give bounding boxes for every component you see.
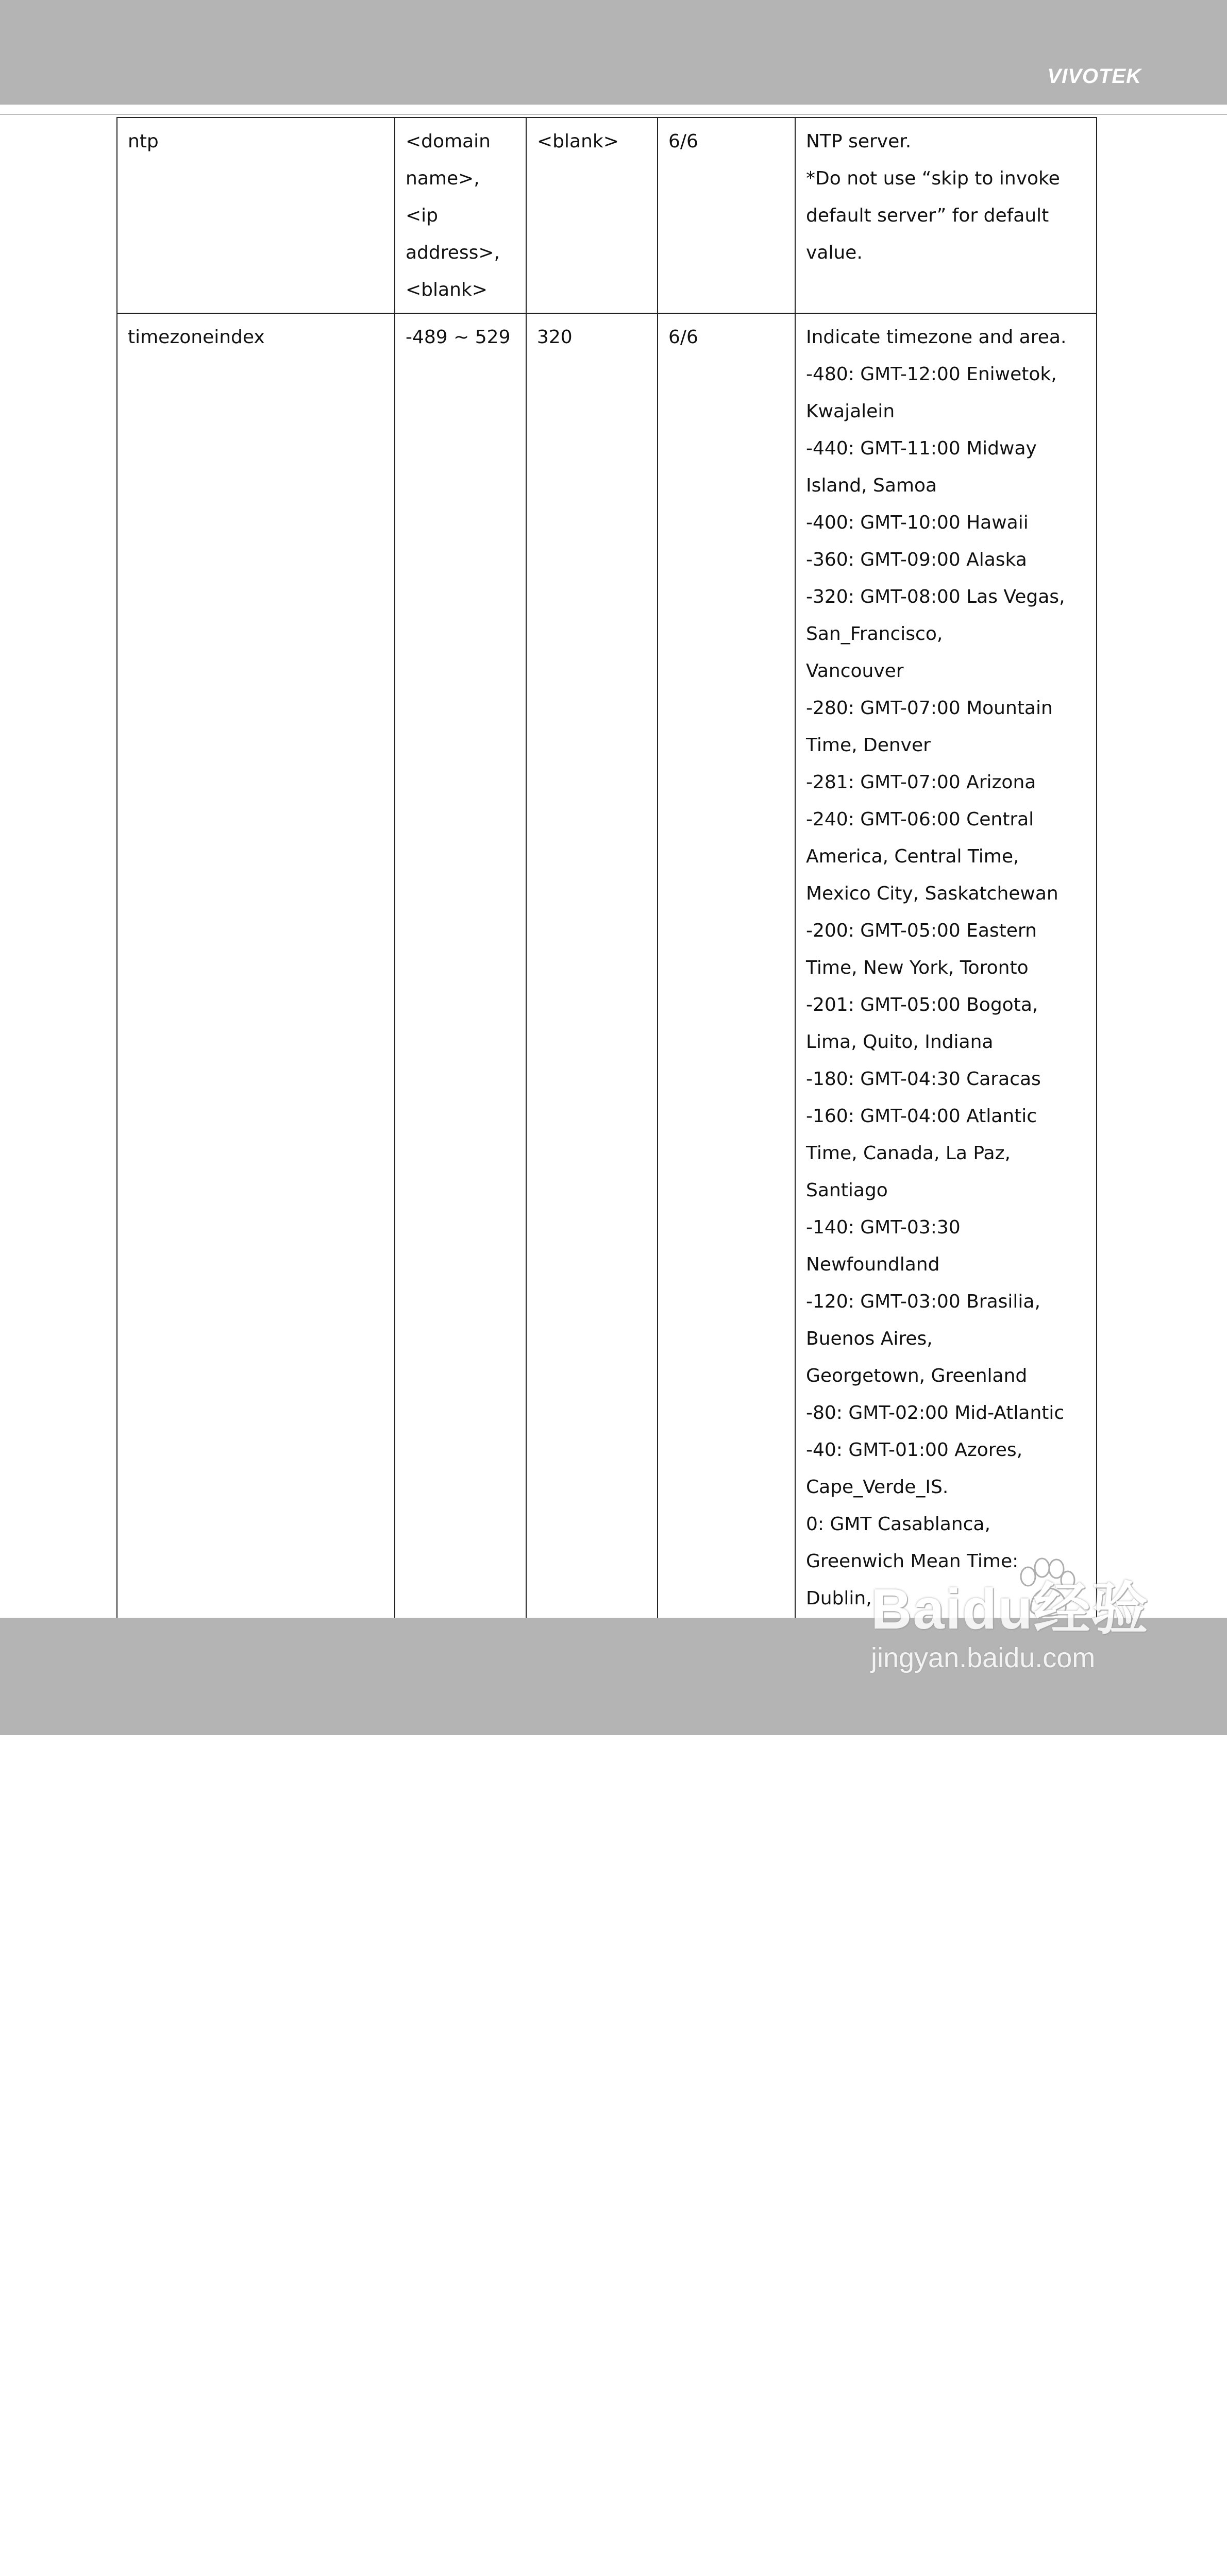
description-line: -201: GMT-05:00 Bogota, [806, 994, 1038, 1015]
description-line: 0: GMT Casablanca, [806, 1514, 990, 1535]
value-line: <blank> [406, 279, 488, 300]
watermark-url: jingyan.baidu.com [871, 1642, 1096, 1673]
description-line: -400: GMT-10:00 Hawaii [806, 512, 1029, 533]
description-line: Time, Denver [806, 735, 931, 756]
description-line: Lima, Quito, Indiana [806, 1031, 994, 1053]
description-line: -480: GMT-12:00 Eniwetok, [806, 364, 1057, 385]
description-line: *Do not use “skip to invoke [806, 168, 1060, 189]
description-line: Vancouver [806, 660, 904, 682]
parameter-table [116, 117, 1097, 1659]
param-security-cell: 6/6 [658, 117, 795, 313]
description-line: value. [806, 242, 863, 263]
description-line: -40: GMT-01:00 Azores, [806, 1439, 1023, 1461]
description-line: America, Central Time, [806, 846, 1019, 867]
watermark-logo-text: Baidu经验 [871, 1578, 1149, 1641]
description-line: Kwajalein [806, 401, 895, 422]
description-line: -120: GMT-03:00 Brasilia, [806, 1291, 1040, 1312]
param-value-cell [395, 117, 526, 313]
value-line: <domain [406, 131, 491, 152]
description-line: Island, Samoa [806, 475, 937, 496]
header-divider [0, 114, 1227, 115]
header-band [0, 0, 1227, 105]
value-line: address>, [406, 242, 500, 263]
description-line: -180: GMT-04:30 Caracas [806, 1069, 1041, 1090]
description-line: -320: GMT-08:00 Las Vegas, [806, 586, 1065, 607]
description-line: Santiago [806, 1180, 888, 1201]
description-line: Newfoundland [806, 1254, 940, 1275]
value-line: <ip [406, 205, 439, 226]
description-line: -360: GMT-09:00 Alaska [806, 549, 1027, 570]
description-line: -140: GMT-03:30 [806, 1217, 961, 1238]
table-row [117, 313, 1097, 1659]
description-line: -200: GMT-05:00 Eastern [806, 920, 1037, 941]
description-line: Mexico City, Saskatchewan [806, 883, 1058, 904]
description-line: Cape_Verde_IS. [806, 1477, 949, 1498]
description-line: -280: GMT-07:00 Mountain [806, 698, 1053, 719]
value-line: -489 ~ 529 [406, 327, 511, 348]
param-default-cell: 320 [526, 313, 658, 1659]
description-line: default server” for default [806, 205, 1049, 226]
param-security-cell: 6/6 [658, 313, 795, 1659]
description-line: Greenwich Mean Time: [806, 1551, 1019, 1572]
param-name-cell: timezoneindex [117, 313, 395, 1659]
param-name-cell: ntp [117, 117, 395, 313]
description-line: Time, Canada, La Paz, [806, 1143, 1011, 1164]
description-line: -281: GMT-07:00 Arizona [806, 772, 1036, 793]
param-description-cell [795, 313, 1097, 1659]
description-line: Time, New York, Toronto [806, 957, 1029, 978]
param-default-cell: <blank> [526, 117, 658, 313]
description-line: Georgetown, Greenland [806, 1365, 1028, 1386]
description-line: NTP server. [806, 131, 912, 152]
description-line: Dublin, [806, 1588, 872, 1609]
baidu-watermark [871, 1564, 1159, 1687]
description-line: Indicate timezone and area. [806, 327, 1067, 348]
description-line: Buenos Aires, [806, 1328, 933, 1349]
description-line: -80: GMT-02:00 Mid-Atlantic [806, 1402, 1065, 1423]
description-line: -160: GMT-04:00 Atlantic [806, 1106, 1037, 1127]
param-value-cell [395, 313, 526, 1659]
description-line: -440: GMT-11:00 Midway [806, 438, 1037, 459]
table-row [117, 117, 1097, 313]
param-description-cell [795, 117, 1097, 313]
description-line: San_Francisco, [806, 623, 943, 645]
description-line: -240: GMT-06:00 Central [806, 809, 1034, 830]
value-line: name>, [406, 168, 480, 189]
brand-logo: VIVOTEK [1047, 65, 1141, 88]
